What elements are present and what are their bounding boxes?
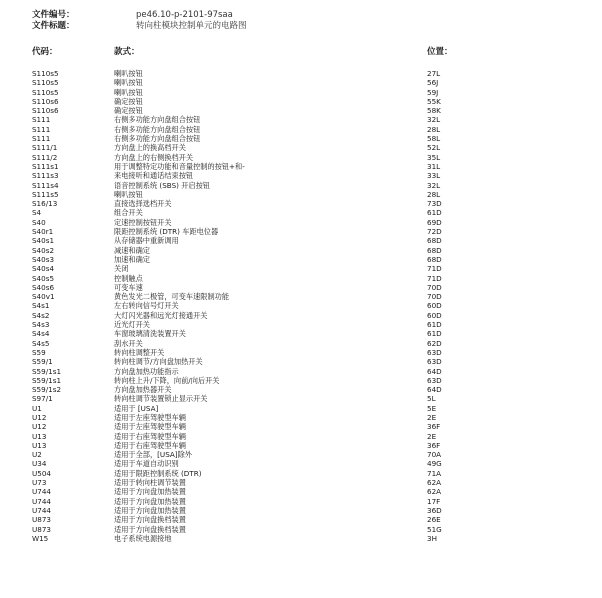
row-position: 63D bbox=[427, 347, 442, 357]
table-row bbox=[0, 227, 602, 236]
table-row bbox=[0, 190, 602, 199]
row-code: S59/1s1 bbox=[32, 375, 62, 385]
row-code: W15 bbox=[32, 533, 49, 543]
row-description: 大灯闪光器和远光灯接通开关 bbox=[114, 310, 208, 320]
row-description: 适用于左座驾驶型车辆 bbox=[114, 412, 186, 422]
table-row bbox=[0, 469, 602, 478]
row-position: 59J bbox=[427, 87, 439, 97]
table-row bbox=[0, 394, 602, 403]
table-row bbox=[0, 106, 602, 115]
row-position: 33L bbox=[427, 171, 441, 181]
row-code: S110s6 bbox=[32, 106, 59, 116]
row-position: 70A bbox=[427, 450, 442, 460]
table-row bbox=[0, 487, 602, 496]
row-description: 右侧多功能方向盘组合按钮 bbox=[114, 115, 201, 125]
table-row bbox=[0, 432, 602, 441]
row-code: S16/13 bbox=[32, 199, 58, 209]
row-code: U873 bbox=[32, 524, 51, 534]
row-code: S111/2 bbox=[32, 152, 58, 162]
table-row bbox=[0, 78, 602, 87]
table-row bbox=[0, 97, 602, 106]
row-description: 适用于方向盘换档装置 bbox=[114, 515, 186, 525]
row-position: 73D bbox=[427, 199, 442, 209]
table-row bbox=[0, 515, 602, 524]
row-code: S111s4 bbox=[32, 180, 59, 190]
row-code: S110s6 bbox=[32, 96, 59, 106]
row-position: 72D bbox=[427, 227, 442, 237]
row-code: S4s2 bbox=[32, 310, 50, 320]
row-position: 60D bbox=[427, 301, 442, 311]
row-code: S111s1 bbox=[32, 161, 59, 171]
row-description: 喇叭按钮 bbox=[114, 78, 143, 88]
row-position: 58L bbox=[427, 134, 441, 144]
row-position: 58K bbox=[427, 106, 441, 116]
row-description: 加速和确定 bbox=[114, 254, 150, 264]
row-code: S40s3 bbox=[32, 254, 55, 264]
row-description: 方向盘加热器开关 bbox=[114, 385, 172, 395]
row-description: 确定按钮 bbox=[114, 96, 143, 106]
table-row bbox=[0, 274, 602, 283]
row-position: 55K bbox=[427, 96, 441, 106]
row-code: S40 bbox=[32, 217, 46, 227]
row-description: 方向盘上的右侧换档开关 bbox=[114, 152, 194, 162]
row-position: 52L bbox=[427, 143, 441, 153]
row-position: 32L bbox=[427, 115, 441, 125]
table-row bbox=[0, 348, 602, 357]
table-row bbox=[0, 497, 602, 506]
row-code: U504 bbox=[32, 468, 51, 478]
row-code: S110s5 bbox=[32, 69, 59, 78]
row-description: 适用于方向盘换档装置 bbox=[114, 524, 186, 534]
row-description: 适用于 [USA] bbox=[114, 403, 159, 413]
table-row bbox=[0, 367, 602, 376]
row-code: S4s5 bbox=[32, 338, 50, 348]
row-code: S4s4 bbox=[32, 329, 50, 339]
table-row bbox=[0, 329, 602, 338]
table-row bbox=[0, 441, 602, 450]
table-row bbox=[0, 125, 602, 134]
column-header-position: 位置： bbox=[427, 47, 453, 57]
row-description: 语音控制系统 (SBS) 开启按钮 bbox=[114, 180, 210, 190]
row-description: 直接选择选档开关 bbox=[114, 199, 172, 209]
table-row bbox=[0, 134, 602, 143]
row-code: S59 bbox=[32, 347, 46, 357]
row-code: S110s5 bbox=[32, 78, 59, 88]
row-description: 喇叭按钮 bbox=[114, 69, 143, 78]
row-position: 63D bbox=[427, 357, 442, 367]
row-description: 转向柱调整开关 bbox=[114, 347, 165, 357]
table-row bbox=[0, 404, 602, 413]
row-position: 70D bbox=[427, 292, 442, 302]
row-code: U12 bbox=[32, 412, 47, 422]
row-description: 控制触点 bbox=[114, 273, 143, 283]
row-code: S111 bbox=[32, 134, 51, 144]
row-description: 转向柱上升/下降，向前/向后开关 bbox=[114, 375, 220, 385]
row-code: S110s5 bbox=[32, 87, 59, 97]
row-code: S111/1 bbox=[32, 143, 58, 153]
row-position: 60D bbox=[427, 310, 442, 320]
row-position: 2E bbox=[427, 412, 437, 422]
row-description: 方向盘加热功能指示 bbox=[114, 366, 179, 376]
row-position: 70D bbox=[427, 282, 442, 292]
row-position: 36D bbox=[427, 505, 442, 515]
row-description: 喇叭按钮 bbox=[114, 87, 143, 97]
table-row bbox=[0, 478, 602, 487]
table-row bbox=[0, 236, 602, 245]
row-position: 35L bbox=[427, 152, 441, 162]
row-code: U13 bbox=[32, 431, 47, 441]
component-list bbox=[0, 69, 602, 543]
row-code: S40r1 bbox=[32, 227, 54, 237]
row-position: 61D bbox=[427, 320, 442, 330]
row-position: 32L bbox=[427, 180, 441, 190]
table-row bbox=[0, 255, 602, 264]
row-code: S59/1 bbox=[32, 357, 53, 367]
table-row bbox=[0, 143, 602, 152]
table-row bbox=[0, 69, 602, 78]
row-description: 左右转向信号灯开关 bbox=[114, 301, 179, 311]
row-description: 限距控制系统 (DTR) 车距电位器 bbox=[114, 227, 219, 237]
row-code: U34 bbox=[32, 459, 47, 469]
row-description: 适用于方向盘加热装置 bbox=[114, 496, 186, 506]
row-description: 车窗玻璃清洗装置开关 bbox=[114, 329, 186, 339]
row-position: 36F bbox=[427, 422, 441, 432]
row-code: S111s3 bbox=[32, 171, 59, 181]
row-description: 方向盘上的换高档开关 bbox=[114, 143, 186, 153]
row-position: 5L bbox=[427, 394, 436, 404]
row-code: S40s4 bbox=[32, 264, 55, 274]
row-description: 近光灯开关 bbox=[114, 320, 150, 330]
table-row bbox=[0, 153, 602, 162]
row-description: 组合开关 bbox=[114, 208, 143, 218]
row-code: S4 bbox=[32, 208, 42, 218]
row-code: S97/1 bbox=[32, 394, 53, 404]
row-code: S4s1 bbox=[32, 301, 50, 311]
row-position: 62D bbox=[427, 338, 442, 348]
row-position: 62A bbox=[427, 478, 442, 488]
row-description: 转向柱调节装置锁止显示开关 bbox=[114, 394, 208, 404]
table-row bbox=[0, 115, 602, 124]
table-row bbox=[0, 162, 602, 171]
row-position: 63D bbox=[427, 375, 442, 385]
row-description: 电子系统电源接地 bbox=[114, 533, 172, 543]
table-row bbox=[0, 339, 602, 348]
row-position: 61D bbox=[427, 329, 442, 339]
table-row bbox=[0, 506, 602, 515]
row-position: 28L bbox=[427, 124, 441, 134]
row-description: 右侧多功能方向盘组合按钮 bbox=[114, 124, 201, 134]
row-position: 36F bbox=[427, 440, 441, 450]
row-description: 适用于方向盘加热装置 bbox=[114, 487, 186, 497]
row-position: 68D bbox=[427, 236, 442, 246]
table-row bbox=[0, 181, 602, 190]
table-row bbox=[0, 199, 602, 208]
row-position: 68D bbox=[427, 245, 442, 255]
row-description: 适用于全部，[USA]除外 bbox=[114, 450, 192, 460]
row-description: 可变车速 bbox=[114, 282, 143, 292]
row-description: 从存储器中重新调用 bbox=[114, 236, 179, 246]
row-code: S40s6 bbox=[32, 282, 55, 292]
row-description: 定速控制按钮开关 bbox=[114, 217, 172, 227]
row-description: 适用于限距控制系统 (DTR) bbox=[114, 468, 202, 478]
table-row bbox=[0, 320, 602, 329]
row-code: S111 bbox=[32, 124, 51, 134]
row-code: U13 bbox=[32, 440, 47, 450]
row-position: 5E bbox=[427, 403, 437, 413]
row-description: 适用于车道自动识别 bbox=[114, 459, 179, 469]
row-code: S111 bbox=[32, 115, 51, 125]
row-code: S4s3 bbox=[32, 320, 50, 330]
row-code: S40s2 bbox=[32, 245, 55, 255]
row-code: U12 bbox=[32, 422, 47, 432]
row-position: 68D bbox=[427, 254, 442, 264]
row-position: 71D bbox=[427, 264, 442, 274]
row-code: U744 bbox=[32, 505, 51, 515]
row-position: 28L bbox=[427, 189, 441, 199]
row-position: 71D bbox=[427, 273, 442, 283]
row-position: 3H bbox=[427, 533, 437, 543]
row-code: S40s5 bbox=[32, 273, 55, 283]
row-code: S59/1s2 bbox=[32, 385, 62, 395]
table-row bbox=[0, 88, 602, 97]
table-row bbox=[0, 208, 602, 217]
row-code: U2 bbox=[32, 450, 42, 460]
doc-title-label: 文件标题： bbox=[32, 21, 75, 31]
row-description: 转向柱调节/方向盘加热开关 bbox=[114, 357, 203, 367]
row-position: 64D bbox=[427, 366, 442, 376]
row-description: 关闭 bbox=[114, 264, 129, 274]
table-row bbox=[0, 422, 602, 431]
doc-number-value: pe46.10-p-2101-97saa bbox=[136, 10, 233, 20]
row-code: S40v1 bbox=[32, 292, 55, 302]
table-row bbox=[0, 264, 602, 273]
row-position: 69D bbox=[427, 217, 442, 227]
row-code: U744 bbox=[32, 487, 51, 497]
table-row bbox=[0, 311, 602, 320]
row-code: S59/1s1 bbox=[32, 366, 62, 376]
column-header-code: 代码： bbox=[32, 47, 58, 57]
row-position: 27L bbox=[427, 69, 441, 78]
row-description: 适用于方向盘加热装置 bbox=[114, 505, 186, 515]
row-code: S111s5 bbox=[32, 189, 59, 199]
row-code: S40s1 bbox=[32, 236, 55, 246]
table-row bbox=[0, 525, 602, 534]
row-position: 71A bbox=[427, 468, 442, 478]
row-position: 64D bbox=[427, 385, 442, 395]
row-position: 31L bbox=[427, 161, 441, 171]
row-description: 减速和确定 bbox=[114, 245, 150, 255]
row-code: U744 bbox=[32, 496, 51, 506]
row-position: 51G bbox=[427, 524, 442, 534]
table-row bbox=[0, 450, 602, 459]
row-description: 适用于右座驾驶型车辆 bbox=[114, 440, 186, 450]
table-row bbox=[0, 413, 602, 422]
row-description: 来电接听和通话结束按钮 bbox=[114, 171, 194, 181]
row-description: 黄色发光二极管，可变车速限制功能 bbox=[114, 292, 230, 302]
row-code: U873 bbox=[32, 515, 51, 525]
row-description: 适用于转向柱调节装置 bbox=[114, 478, 186, 488]
row-description: 用于调整特定功能和音量控制的按钮+和- bbox=[114, 161, 245, 171]
table-row bbox=[0, 301, 602, 310]
row-code: U73 bbox=[32, 478, 47, 488]
row-position: 26E bbox=[427, 515, 441, 525]
row-position: 62A bbox=[427, 487, 442, 497]
table-row bbox=[0, 218, 602, 227]
row-description: 适用于右座驾驶型车辆 bbox=[114, 431, 186, 441]
row-code: U1 bbox=[32, 403, 42, 413]
row-description: 确定按钮 bbox=[114, 106, 143, 116]
table-row bbox=[0, 376, 602, 385]
row-position: 17F bbox=[427, 496, 441, 506]
doc-title-value: 转向柱模块控制单元的电路图 bbox=[136, 21, 247, 31]
table-row bbox=[0, 385, 602, 394]
table-row bbox=[0, 534, 602, 543]
column-header-description: 款式： bbox=[114, 47, 140, 57]
table-row bbox=[0, 246, 602, 255]
row-description: 适用于左座驾驶型车辆 bbox=[114, 422, 186, 432]
row-description: 刮水开关 bbox=[114, 338, 143, 348]
table-row bbox=[0, 283, 602, 292]
row-position: 2E bbox=[427, 431, 437, 441]
row-description: 喇叭按钮 bbox=[114, 189, 143, 199]
row-position: 49G bbox=[427, 459, 442, 469]
doc-number-label: 文件编号： bbox=[32, 10, 75, 20]
table-row bbox=[0, 292, 602, 301]
table-row bbox=[0, 357, 602, 366]
row-position: 56J bbox=[427, 78, 439, 88]
row-position: 61D bbox=[427, 208, 442, 218]
table-row bbox=[0, 459, 602, 468]
table-row bbox=[0, 171, 602, 180]
row-description: 右侧多功能方向盘组合按钮 bbox=[114, 134, 201, 144]
